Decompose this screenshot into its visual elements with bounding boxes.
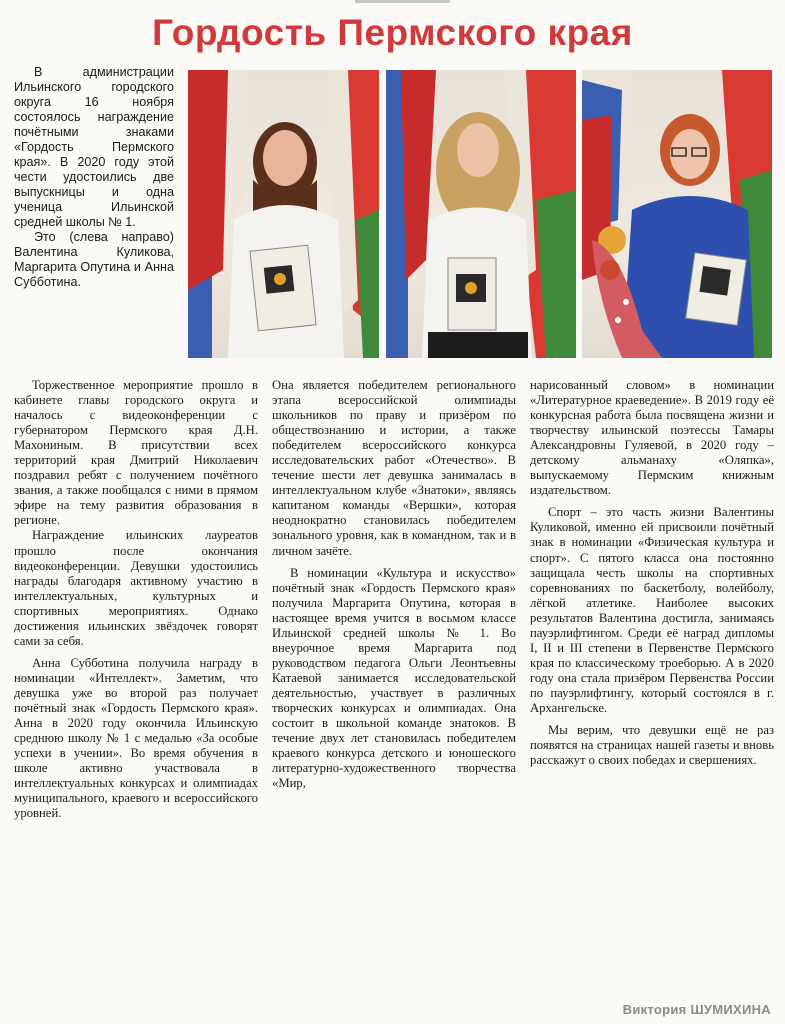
paragraph: Анна Субботина получила награду в номинации «Интеллект». Заметим, что девушка уже во второй раз получает почётный знак «Гордость Пермского края». Анна в 2020 году окончила Ильинскую среднюю школу № 1 с медалью «За особые успехи в учении». Во время обучения в школе активно участвовала в интеллектуальных конкурсах и олимпиадах муниципального, краевого и всероссийского уровней.	[14, 655, 258, 821]
paragraph: Спорт – это часть жизни Валентины Куликовой, именно ей присвоили почётный знак в номинации «Физическая культура и спорт». С пятого класса она постоянно защищала честь школы на спортивных соревнованиях по баскетболу, волейболу, лёгкой атлетике. Наиболее высоких результатов Валентина достигла, занимаясь пауэрлифтингом. Среди её наград дипломы I, II и III степени в Первенстве Пермского края по классическому троеборью. А в 2020 году она стала призёром Первенства России по пауэрлифтингу, который состоялся в г. Архангельске.	[530, 505, 774, 715]
article-headline: Гордость Пермского края	[152, 12, 633, 53]
photo-subbotina	[582, 70, 772, 358]
column-2	[272, 378, 516, 1018]
photo-kulikova	[188, 70, 379, 358]
column-1	[14, 378, 258, 1018]
paragraph: Мы верим, что девушки ещё не раз появятся на страницах нашей газеты и вновь расскажут о своих победах и свершениях.	[530, 723, 774, 768]
lead-text: В администрации Ильинского городского округа 16 ноября состоялось награждение почётными знаками «Гордость Пермского края». В 2020 году этой чести удостоились две выпускницы и одна ученица Ильинской средней школы № 1.	[14, 65, 174, 229]
paragraph: В номинации «Культура и искусство» почётный знак «Гордость Пермского края» получила Маргарита Опутина, которая в настоящее время учится в восьмом классе Ильинской средней школы № 1. Во внеурочное время Маргарита под руководством педагога Ольги Леонтьевны Катаевой занимается исследовательской деятельностью, участвует в различных творческих конкурсах и олимпиадах. Она состоит в школьной команде знатоков. В течение двух лет становилась победителем краевого конкурса детского и юношеского литературно-художественного творчества «Мир,	[272, 565, 516, 791]
photo-oputina	[386, 70, 576, 358]
lead-paragraph	[14, 65, 174, 290]
author-byline: Виктория ШУМИХИНА	[619, 1002, 771, 1017]
lead-caption: Это (слева направо) Валентина Куликова, Маргарита Опутина и Анна Субботина.	[14, 230, 174, 289]
column-3	[530, 378, 774, 1018]
paragraph: нарисованный словом» в номинации «Литературное краеведение». В 2019 году её конкурсная работа была посвящена жизни и творчеству ильинской поэтессы Тамары Александровны Гуляевой, в 2020 году – детскому альманаху «Оляпка», выпускаемому Пермским книжным издательством.	[530, 378, 774, 498]
article-body	[14, 378, 774, 1018]
portrait-image	[582, 70, 772, 358]
paragraph: Она является победителем регионального этапа всероссийской олимпиады школьников по праву и призёром по обществознанию и истории, а также победителем всероссийского конкурса исследовательских работ «Отечество». В течение шести лет девушка занималась в интеллектуальном клубе «Знатоки», являясь капитаном команды «Вершки», которая неоднократно становилась победителем зонального уровня, как в командном, так и в личном зачёте.	[272, 378, 516, 558]
portrait-image	[386, 70, 576, 358]
top-rule	[355, 0, 450, 3]
paragraph: Награждение ильинских лауреатов прошло после окончания видеоконференции. Девушки удостоились награды благодаря активному участию в интеллектуальных, культурных и спортивных мероприятиях. Однако достижения ильинских звёздочек говорят сами за себя.	[14, 528, 258, 648]
paragraph: Торжественное мероприятие прошло в кабинете главы городского округа и началось с видеоконференции с губернатором Пермского края Д.Н. Махониным. В присутствии всех территорий края Дмитрий Николаевич поздравил ребят с получением почётного звания, а также пообщался с ними в прямом эфире на тему развития образования в регионе.	[14, 378, 258, 528]
portrait-image	[188, 70, 379, 358]
